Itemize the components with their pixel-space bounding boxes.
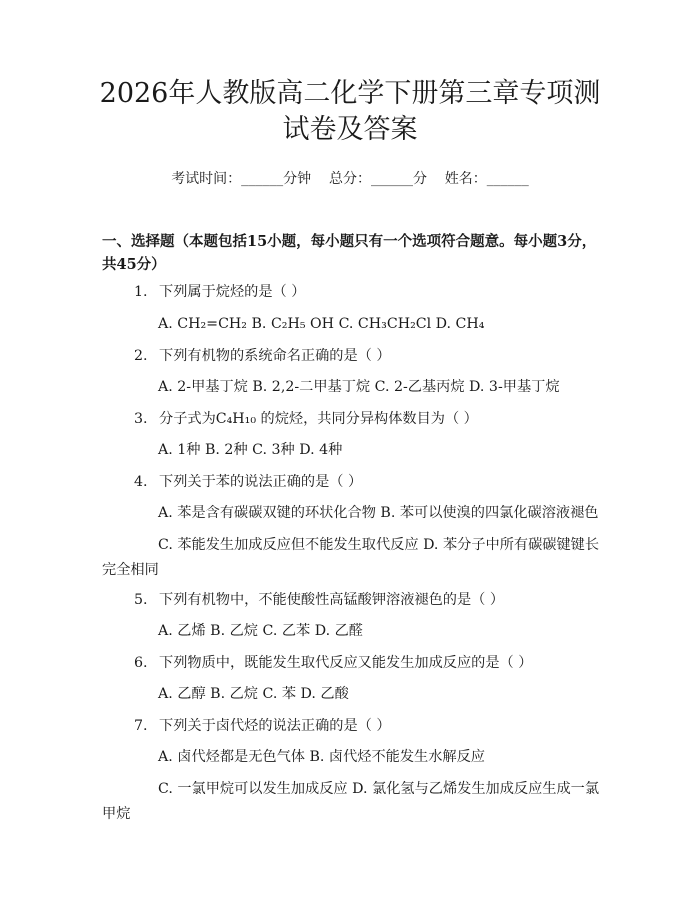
question-text: 下列物质中，既能发生取代反应又能发生加成反应的是（ ） — [159, 655, 533, 671]
option-line: 完全相同 — [102, 562, 159, 578]
option-line: A. 2-甲基丁烷 B. 2,2-二甲基丁烷 C. 2-乙基丙烷 D. 3-甲基丁烷 — [158, 379, 560, 395]
question-text: 下列关于苯的说法正确的是（ ） — [159, 474, 363, 490]
question-number: 7. — [134, 718, 148, 734]
question-4 — [134, 473, 363, 491]
question-3-options — [158, 441, 342, 459]
question-number: 6. — [134, 655, 148, 671]
question-number: 2. — [134, 348, 148, 364]
exam-info: 考试时间：______分钟 总分：______分 姓名：______ — [171, 171, 529, 187]
question-text: 下列关于卤代烃的说法正确的是（ ） — [159, 718, 391, 734]
section-heading: 一、选择题（本题包括15小题，每小题只有一个选项符合题意。每小题3分，共45分） — [102, 233, 597, 273]
option-line: A. CH₂=CH₂ B. C₂H₅ OH C. CH₃CH₂Cl D. CH₄ — [158, 316, 485, 332]
question-3 — [134, 410, 478, 428]
option-line: A. 卤代烃都是无色气体 B. 卤代烃不能发生水解反应 — [158, 749, 485, 765]
option-line: A. 乙醇 B. 乙烷 C. 苯 D. 乙酸 — [158, 686, 349, 702]
option-line: C. 苯能发生加成反应但不能发生取代反应 D. 苯分子中所有碳碳键键长 — [158, 537, 600, 553]
question-6-options — [158, 685, 349, 703]
option-line: C. 一氯甲烷可以发生加成反应 D. 氯化氢与乙烯发生加成反应生成一氯 — [158, 781, 600, 797]
question-2 — [134, 347, 391, 365]
question-number: 5. — [134, 592, 148, 608]
question-text: 下列有机物的系统命名正确的是（ ） — [159, 348, 391, 364]
question-number: 4. — [134, 474, 148, 490]
question-text: 分子式为C₄H₁₀ 的烷烃，共同分异构体数目为（ ） — [159, 411, 478, 427]
option-line: 甲烷 — [102, 806, 131, 822]
question-text: 下列有机物中，不能使酸性高锰酸钾溶液褪色的是（ ） — [159, 592, 505, 608]
question-4-options — [158, 504, 598, 522]
question-number: 3. — [134, 411, 148, 427]
question-6 — [134, 654, 533, 672]
question-4-options-2 — [158, 536, 599, 554]
question-7-options-2 — [158, 780, 599, 798]
question-7 — [134, 717, 391, 735]
question-7-options — [158, 748, 485, 766]
option-line: A. 乙烯 B. 乙烷 C. 乙苯 D. 乙醛 — [158, 623, 363, 639]
question-2-options — [158, 378, 560, 396]
question-1 — [134, 283, 306, 301]
option-line: A. 苯是含有碳碳双键的环状化合物 B. 苯可以使溴的四氯化碳溶液褪色 — [158, 505, 599, 521]
page-title: 2026年人教版高二化学下册第三章专项测试卷及答案 — [99, 78, 601, 145]
question-1-options — [158, 315, 484, 333]
question-number: 1. — [134, 284, 148, 300]
question-text: 下列属于烷烃的是（ ） — [159, 284, 306, 300]
question-5-options — [158, 622, 363, 640]
question-5 — [134, 591, 505, 609]
question-4-options-3 — [102, 561, 159, 579]
question-7-options-3 — [102, 805, 130, 823]
option-line: A. 1种 B. 2种 C. 3种 D. 4种 — [158, 442, 343, 458]
